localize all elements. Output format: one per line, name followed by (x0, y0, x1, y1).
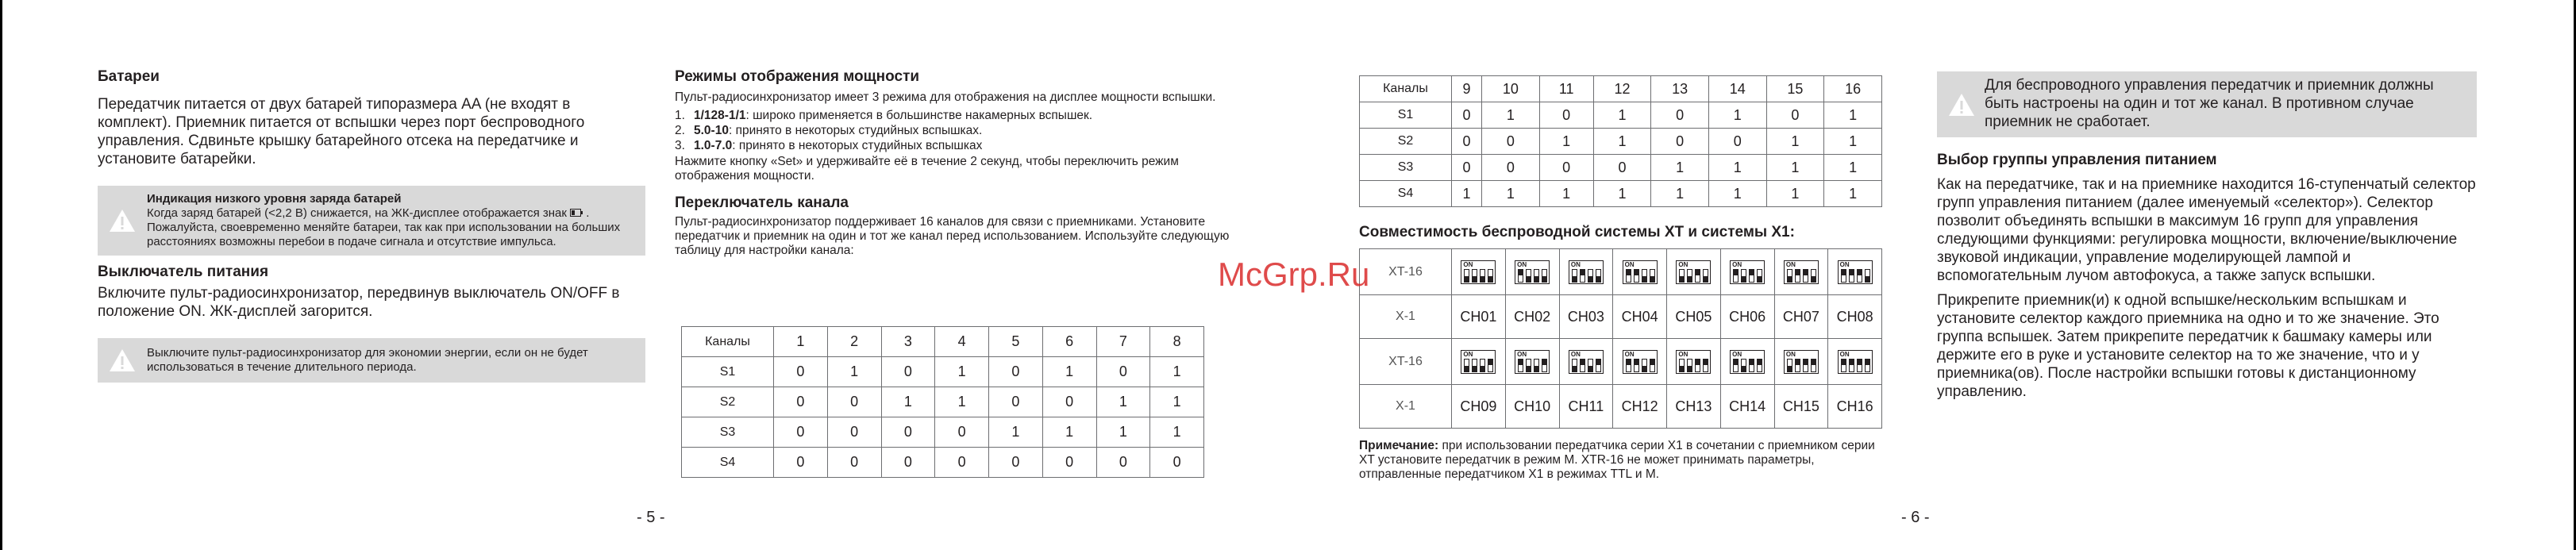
dip-on-label: ON (1732, 350, 1742, 358)
channel-warning-note (1937, 71, 2477, 137)
table-row (1360, 155, 1882, 181)
modes-item-number: 2. (675, 124, 685, 137)
table-cell: 0 (827, 387, 881, 417)
power-title: Выключатель питания (98, 263, 269, 280)
dip-switch-lever (1596, 359, 1601, 372)
compat-channel-cell: CH12 (1613, 385, 1667, 429)
table-header-cell: 14 (1708, 76, 1766, 102)
compat-channel-cell: CH13 (1667, 385, 1721, 429)
table-cell: 0 (881, 357, 935, 387)
dip-switch-lever (1534, 269, 1539, 283)
dip-on-label: ON (1678, 260, 1688, 268)
table-cell: 0 (1482, 129, 1540, 155)
dip-on-label: ON (1624, 260, 1635, 268)
compat-channel-cell: CH04 (1613, 295, 1667, 339)
compat-title: Совместимость беспроводной системы XT и системы X1: (1359, 224, 1795, 240)
dip-switch-icon (1515, 350, 1550, 374)
dip-switch-lever (1749, 269, 1754, 283)
compat-channel-cell: CH03 (1559, 295, 1613, 339)
dip-switch-icon (1569, 260, 1604, 284)
table-cell: 1 (1824, 181, 1882, 207)
compat-dip-row (1360, 249, 1882, 295)
dip-switch-lever (1650, 359, 1655, 372)
table-cell: 1 (1593, 129, 1651, 155)
dip-switch-icon (1730, 260, 1765, 284)
compat-remark-label: Примечание: (1359, 439, 1439, 452)
dip-switch-lever (1580, 269, 1585, 283)
dip-switch-lever (1679, 359, 1685, 372)
table-cell: 1 (1824, 102, 1882, 129)
table-cell: 1 (1766, 129, 1824, 155)
dip-switch-lever (1642, 359, 1647, 372)
dip-switch-lever (1580, 359, 1585, 372)
dip-switch-lever (1572, 269, 1577, 283)
table-cell: 0 (1651, 102, 1709, 129)
modes-title: Режимы отображения мощности (675, 68, 920, 85)
table-cell: 0 (989, 448, 1043, 478)
dip-switch-icon (1623, 260, 1658, 284)
batteries-title: Батареи (98, 68, 160, 85)
dip-switch-icon (1461, 260, 1496, 284)
modes-list-item (675, 108, 1246, 123)
table-header-cell: 16 (1824, 76, 1882, 102)
table-cell: 0 (1452, 155, 1482, 181)
table-header-cell: 12 (1593, 76, 1651, 102)
dip-switch-lever (1518, 359, 1523, 372)
dip-switch-icon (1784, 260, 1819, 284)
table-cell: 1 (1042, 357, 1096, 387)
dip-switch-lever (1488, 269, 1493, 283)
dip-switch-lever (1626, 359, 1631, 372)
dip-switch-lever (1811, 359, 1816, 372)
compat-table (1359, 248, 1882, 429)
dip-on-label: ON (1570, 260, 1581, 268)
table-row (1360, 102, 1882, 129)
compat-dip-cell (1452, 249, 1506, 295)
dip-switch-lever (1703, 269, 1708, 283)
dip-switch-icon (1461, 350, 1496, 374)
warning-icon (1948, 93, 1975, 117)
compat-channel-cell: CH05 (1667, 295, 1721, 339)
group-title: Выбор группы управления питанием (1937, 152, 2217, 168)
compat-channel-cell: CH02 (1505, 295, 1559, 339)
table-row (682, 417, 1204, 448)
edge-mark-left (0, 0, 2, 550)
dip-switch-lever (1749, 359, 1754, 372)
dip-switch-lever (1865, 359, 1870, 372)
warning-icon (109, 348, 136, 372)
channel-table-1-8 (681, 326, 1204, 478)
modes-item-number: 3. (675, 139, 685, 152)
compat-channel-cell: CH16 (1828, 385, 1882, 429)
compat-row-label: X-1 (1360, 385, 1452, 429)
table-header-cell: Каналы (682, 327, 774, 357)
dip-on-label: ON (1517, 260, 1527, 268)
compat-remark-text: при использовании передатчика серии X1 в сочетании с приемником серии XT установите передатчик в режим M. XTR-16 не может принимать параметры, отправленные передатчиком X1 в режимах TTL и M. (1359, 439, 1875, 481)
dip-on-label: ON (1839, 260, 1850, 268)
dip-switch-lever (1542, 359, 1547, 372)
dip-switch-lever (1542, 269, 1547, 283)
compat-channel-cell: CH06 (1720, 295, 1774, 339)
dip-switch-lever (1464, 359, 1469, 372)
channel-warning-text: Для беспроводного управления передатчик и приемник должны быть настроены на один и тот же канал. В противном случае приемник не сработает. (1985, 77, 2434, 130)
table-cell: 0 (1042, 448, 1096, 478)
table-row (682, 357, 1204, 387)
compat-dip-cell (1559, 249, 1613, 295)
modes-item-content (694, 138, 982, 153)
page-number-left: - 5 - (637, 509, 665, 526)
table-cell: 0 (881, 417, 935, 448)
table-cell: 0 (1651, 129, 1709, 155)
table-row (1360, 181, 1882, 207)
compat-dip-cell (1452, 339, 1506, 385)
table-cell: 1 (1150, 417, 1204, 448)
dip-switch-icon (1515, 260, 1550, 284)
dip-switch-icon (1784, 350, 1819, 374)
dip-switch-lever (1634, 359, 1639, 372)
table-row-label: S1 (1360, 102, 1452, 129)
dip-switch-icon (1838, 260, 1873, 284)
table-cell: 1 (1593, 181, 1651, 207)
channel-text: Пульт-радиосинхронизатор поддерживает 16 каналов для связи с приемниками. Установите передатчик и приемник на один и тот же канал перед использованием. Используйте следующую таблицу для настройки канала: (675, 215, 1230, 257)
table-cell: 1 (1651, 181, 1709, 207)
warning-icon (109, 209, 136, 233)
dip-switch-lever (1841, 359, 1846, 372)
dip-switch-lever (1703, 359, 1708, 372)
dip-switch-lever (1741, 359, 1746, 372)
table-cell: 1 (1482, 181, 1540, 207)
power-text: Включите пульт-радиосинхронизатор, передвинув выключатель ON/OFF в положение ON. ЖК-дисплей загорится. (98, 285, 620, 320)
table-cell: 0 (1766, 102, 1824, 129)
table-header-cell: 4 (935, 327, 989, 357)
table-row-label: S2 (1360, 129, 1452, 155)
dip-on-label: ON (1517, 350, 1527, 358)
dip-switch-lever (1518, 269, 1523, 283)
table-cell: 1 (1452, 181, 1482, 207)
dip-switch-lever (1534, 359, 1539, 372)
table-header-cell: 7 (1096, 327, 1150, 357)
table-cell: 0 (1452, 129, 1482, 155)
table-cell: 1 (1150, 357, 1204, 387)
power-save-note (98, 338, 645, 383)
dip-switch-lever (1757, 359, 1762, 372)
table-cell: 1 (881, 387, 935, 417)
compat-channel-cell: CH10 (1505, 385, 1559, 429)
table-cell: 1 (1824, 129, 1882, 155)
watermark: McGrp.Ru (1218, 256, 1370, 293)
channel-table-9-16 (1359, 75, 1882, 207)
table-header-cell: Каналы (1360, 76, 1452, 102)
table-cell: 1 (1766, 181, 1824, 207)
table-header-cell: 11 (1539, 76, 1593, 102)
table-cell: 0 (1096, 357, 1150, 387)
table-header-cell: 8 (1150, 327, 1204, 357)
modes-item-text: : широко применяется в большинстве накамерных вспышек. (745, 109, 1093, 122)
compat-dip-cell (1613, 339, 1667, 385)
table-row-label: S3 (1360, 155, 1452, 181)
table-cell: 1 (935, 387, 989, 417)
table-header-cell: 1 (774, 327, 828, 357)
dip-switch-lever (1865, 269, 1870, 283)
table-cell: 0 (1708, 129, 1766, 155)
table-row-label: S1 (682, 357, 774, 387)
table-cell: 1 (1708, 102, 1766, 129)
column-modes (675, 68, 1246, 258)
channel-title: Переключатель канала (675, 194, 849, 211)
compat-dip-cell (1505, 249, 1559, 295)
dip-switch-lever (1787, 269, 1792, 283)
dip-on-label: ON (1732, 260, 1742, 268)
low-battery-note-title: Индикация низкого уровня заряда батарей (147, 192, 402, 206)
dip-switch-lever (1472, 359, 1477, 372)
dip-switch-lever (1795, 269, 1800, 283)
dip-switch-icon (1676, 260, 1711, 284)
table-cell: 1 (1539, 181, 1593, 207)
modes-item-text: : принято в некоторых студийных вспышках. (728, 124, 983, 137)
compat-channel-cell: CH01 (1452, 295, 1506, 339)
dip-switch-icon (1676, 350, 1711, 374)
table-cell: 1 (1593, 102, 1651, 129)
dip-switch-lever (1526, 359, 1531, 372)
dip-switch-lever (1841, 269, 1846, 283)
compat-dip-cell (1720, 339, 1774, 385)
compat-dip-cell (1774, 339, 1828, 385)
dip-switch-icon (1623, 350, 1658, 374)
table-row-label: S3 (682, 417, 774, 448)
modes-intro: Пульт-радиосинхронизатор имеет 3 режима для отображения на дисплее мощности вспышки. (675, 90, 1216, 104)
dip-switch-lever (1526, 269, 1531, 283)
dip-switch-lever (1757, 269, 1762, 283)
dip-switch-lever (1464, 269, 1469, 283)
table-cell: 0 (774, 448, 828, 478)
table-row (682, 387, 1204, 417)
table-header-cell: 3 (881, 327, 935, 357)
table-cell: 0 (827, 448, 881, 478)
compat-channel-cell: CH09 (1452, 385, 1506, 429)
table-cell: 1 (1482, 102, 1540, 129)
table-row-label: S4 (1360, 181, 1452, 207)
compat-row-label: XT-16 (1360, 249, 1452, 295)
dip-switch-lever (1733, 269, 1739, 283)
table-cell: 0 (1482, 155, 1540, 181)
modes-list-item (675, 123, 1246, 138)
dip-switch-lever (1733, 359, 1739, 372)
table-cell: 0 (1042, 387, 1096, 417)
table-header-cell: 5 (989, 327, 1043, 357)
column-batteries (98, 68, 645, 383)
dip-switch-lever (1803, 269, 1808, 283)
table-header-row (682, 327, 1204, 357)
table-cell: 1 (1096, 387, 1150, 417)
dip-switch-lever (1849, 269, 1854, 283)
dip-switch-lever (1811, 269, 1816, 283)
dip-switch-icon (1838, 350, 1873, 374)
table-cell: 0 (774, 387, 828, 417)
table-header-cell: 13 (1651, 76, 1709, 102)
table-cell: 0 (989, 387, 1043, 417)
modes-list (675, 108, 1246, 153)
dip-switch-lever (1588, 269, 1593, 283)
dip-on-label: ON (1463, 350, 1473, 358)
table-cell: 0 (827, 417, 881, 448)
modes-footer: Нажмите кнопку «Set» и удерживайте её в течение 2 секунд, чтобы переключить режим отображения мощности. (675, 155, 1179, 183)
table-cell: 1 (1824, 155, 1882, 181)
compat-row-label: X-1 (1360, 295, 1452, 339)
table-cell: 1 (989, 417, 1043, 448)
modes-list-item (675, 138, 1246, 153)
modes-item-content (694, 108, 1092, 123)
table-cell: 1 (935, 357, 989, 387)
table-cell: 0 (989, 357, 1043, 387)
table-cell: 0 (1096, 448, 1150, 478)
compat-channel-cell: CH08 (1828, 295, 1882, 339)
dip-on-label: ON (1463, 260, 1473, 268)
compat-channel-cell: CH14 (1720, 385, 1774, 429)
dip-switch-lever (1480, 269, 1485, 283)
dip-switch-lever (1687, 269, 1692, 283)
dip-switch-lever (1679, 269, 1685, 283)
compat-dip-cell (1613, 249, 1667, 295)
compat-channel-cell: CH11 (1559, 385, 1613, 429)
table-header-cell: 10 (1482, 76, 1540, 102)
group-text-1: Как на передатчике, так и на приемнике находится 16-ступенчатый селектор групп управления питанием (далее именуемый «селектор»). Селектор позволит объединять вспышки в максимум 16 групп для управления следующими функциями: регулировка мощности, включение/выключение звуковой индикации, управление моделирующей лампой и вспомогательным лучом автофокуса, а также запуск вспышки. (1937, 176, 2476, 284)
table-header-cell: 9 (1452, 76, 1482, 102)
compat-channel-cell: CH07 (1774, 295, 1828, 339)
dip-switch-lever (1787, 359, 1792, 372)
column-group (1937, 71, 2477, 401)
compat-channel-cell: CH15 (1774, 385, 1828, 429)
table-cell: 1 (1708, 155, 1766, 181)
page-number-right: - 6 - (1901, 509, 1930, 526)
compat-dip-cell (1774, 249, 1828, 295)
dip-switch-lever (1857, 359, 1862, 372)
compat-channel-row (1360, 385, 1882, 429)
dip-switch-lever (1596, 269, 1601, 283)
dip-on-label: ON (1570, 350, 1581, 358)
table-cell: 0 (1593, 155, 1651, 181)
compat-remark (1359, 439, 1889, 482)
table-row (682, 448, 1204, 478)
dip-switch-lever (1687, 359, 1692, 372)
modes-item-text: : принято в некоторых студийных вспышках (732, 139, 983, 152)
batteries-text: Передатчик питается от двух батарей типоразмера AA (не входят в комплект). Приемник питается от вспышки через порт беспроводного управления. Сдвиньте крышку батарейного отсека на передатчике и установите батарейки. (98, 96, 585, 167)
modes-item-range: 1/128-1/1 (694, 109, 746, 122)
compat-dip-row (1360, 339, 1882, 385)
dip-on-label: ON (1785, 260, 1796, 268)
table-cell: 1 (1539, 129, 1593, 155)
dip-switch-lever (1803, 359, 1808, 372)
table-cell: 0 (881, 448, 935, 478)
dip-switch-lever (1650, 269, 1655, 283)
compat-dip-cell (1828, 249, 1882, 295)
table-row-label: S4 (682, 448, 774, 478)
table-cell: 1 (1042, 417, 1096, 448)
power-save-note-text: Выключите пульт-радиосинхронизатор для экономии энергии, если он не будет использоваться в течение длительного периода. (147, 346, 588, 374)
table-cell: 0 (1150, 448, 1204, 478)
compat-dip-cell (1828, 339, 1882, 385)
table-header-cell: 6 (1042, 327, 1096, 357)
dip-switch-lever (1695, 359, 1700, 372)
compat-dip-cell (1667, 339, 1721, 385)
battery-icon (570, 209, 583, 217)
compat-dip-cell (1720, 249, 1774, 295)
compat-row-label: XT-16 (1360, 339, 1452, 385)
dip-on-label: ON (1678, 350, 1688, 358)
table-cell: 1 (1150, 387, 1204, 417)
table-cell: 1 (1096, 417, 1150, 448)
dip-switch-lever (1857, 269, 1862, 283)
modes-item-range: 5.0-10 (694, 124, 729, 137)
table-header-row (1360, 76, 1882, 102)
dip-switch-lever (1626, 269, 1631, 283)
compat-dip-cell (1505, 339, 1559, 385)
compat-dip-cell (1559, 339, 1613, 385)
group-text-2: Прикрепите приемник(и) к одной вспышке/нескольким вспышкам и установите селектор каждого приемника на одно и то же значение. Это группа вспышек. Затем прикрепите передатчик к башмаку камеры или держите его в руке и установите селектор на то же значение, что и у приемника(ов). После настройки вспышки готовы к дистанционному управлению. (1937, 292, 2439, 400)
modes-item-content (694, 123, 982, 138)
table-cell: 0 (1452, 102, 1482, 129)
dip-switch-lever (1488, 359, 1493, 372)
dip-on-label: ON (1839, 350, 1850, 358)
low-battery-note-text: Когда заряд батарей (<2,2 В) снижается, на ЖК-дисплее отображается знак . Пожалуйста, своевременно меняйте батареи, так как при использовании на больших расстояниях возможны перебои в подаче сигнала и отсутствие импульса. (147, 206, 621, 248)
dip-switch-lever (1695, 269, 1700, 283)
table-cell: 0 (1539, 102, 1593, 129)
compat-dip-cell (1667, 249, 1721, 295)
table-row (1360, 129, 1882, 155)
dip-switch-lever (1849, 359, 1854, 372)
table-cell: 0 (774, 357, 828, 387)
table-cell: 1 (1651, 155, 1709, 181)
table-cell: 0 (1539, 155, 1593, 181)
table-cell: 0 (935, 448, 989, 478)
dip-on-label: ON (1785, 350, 1796, 358)
dip-switch-lever (1795, 359, 1800, 372)
dip-switch-lever (1642, 269, 1647, 283)
low-battery-note (98, 186, 645, 256)
dip-switch-icon (1730, 350, 1765, 374)
table-header-cell: 15 (1766, 76, 1824, 102)
dip-switch-lever (1472, 269, 1477, 283)
modes-item-number: 1. (675, 109, 685, 122)
table-cell: 1 (827, 357, 881, 387)
compat-channel-row (1360, 295, 1882, 339)
dip-on-label: ON (1624, 350, 1635, 358)
table-header-cell: 2 (827, 327, 881, 357)
table-cell: 0 (774, 417, 828, 448)
table-cell: 1 (1708, 181, 1766, 207)
dip-switch-lever (1588, 359, 1593, 372)
dip-switch-lever (1741, 269, 1746, 283)
table-row-label: S2 (682, 387, 774, 417)
table-cell: 0 (935, 417, 989, 448)
dip-switch-lever (1634, 269, 1639, 283)
table-cell: 1 (1766, 155, 1824, 181)
dip-switch-icon (1569, 350, 1604, 374)
dip-switch-lever (1480, 359, 1485, 372)
dip-switch-lever (1572, 359, 1577, 372)
modes-item-range: 1.0-7.0 (694, 139, 733, 152)
